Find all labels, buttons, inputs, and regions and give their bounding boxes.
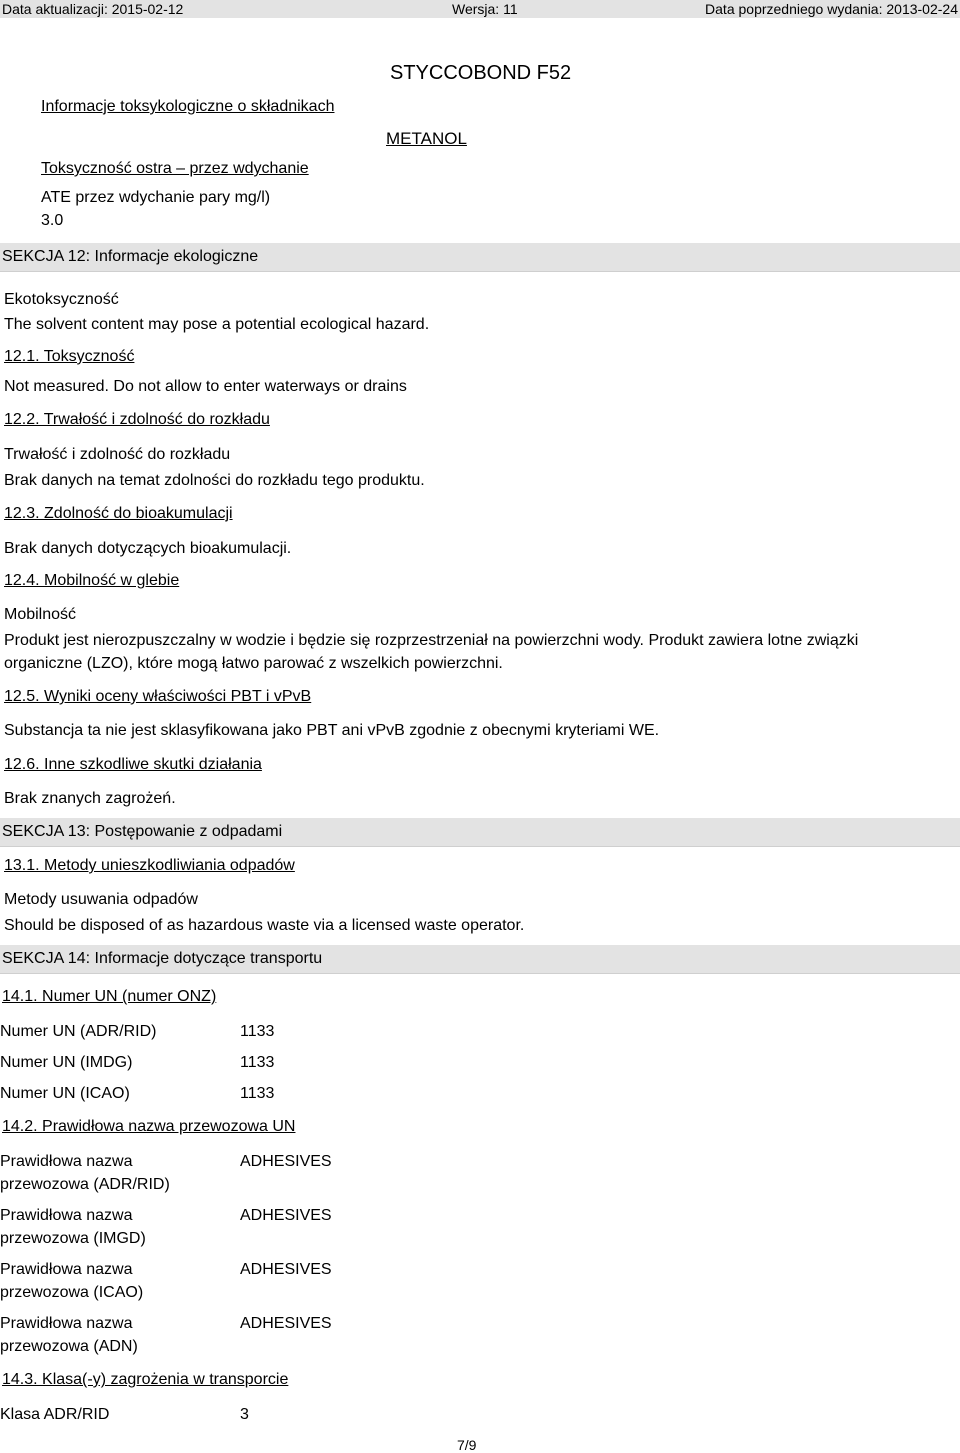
subsection-12-6: 12.6. Inne szkodliwe skutki działania xyxy=(4,756,262,773)
section-13-band xyxy=(0,818,960,847)
subsection-13-1-text: Should be disposed of as hazardous waste via a licensed waste operator. xyxy=(4,917,525,934)
subsection-12-1-text: Not measured. Do not allow to enter waterways or drains xyxy=(4,378,407,395)
transport-class-value: 3 xyxy=(240,1406,249,1423)
document-header-bar xyxy=(0,0,960,18)
update-date: Data aktualizacji: 2015-02-12 xyxy=(2,1,184,17)
subsection-12-6-text: Brak znanych zagrożeń. xyxy=(4,790,176,807)
shipping-row-label: przewozowa (IMGD) xyxy=(0,1230,146,1247)
subsection-12-5-text: Substancja ta nie jest sklasyfikowana jako PBT ani vPvB zgodnie z obecnymi kryteriami WE. xyxy=(4,722,660,739)
page-number: 7/9 xyxy=(457,1437,477,1453)
subsection-12-4: 12.4. Mobilność w glebie xyxy=(4,572,180,589)
subsection-14-1: 14.1. Numer UN (numer ONZ) xyxy=(2,988,217,1005)
tox-components-heading: Informacje toksykologiczne o składnikach xyxy=(41,98,335,115)
version: Wersja: 11 xyxy=(452,1,518,17)
subsection-12-3: 12.3. Zdolność do bioakumulacji xyxy=(4,505,233,522)
shipping-row-label: przewozowa (ADN) xyxy=(0,1338,138,1355)
subsection-12-4-text: Produkt jest nierozpuszczalny w wodzie i będzie się rozprzestrzeniał na powierzchni wody. Produkt zawiera lotne związki organiczne (LZO), które mogą łatwo parować z wszelkich powierzchni. xyxy=(4,632,859,672)
shipping-row-label: Prawidłowa nazwa xyxy=(0,1315,133,1332)
section-14-title: SEKCJA 14: Informacje dotyczące transportu xyxy=(2,950,323,967)
un-row-value: 1133 xyxy=(240,1054,275,1071)
section-13-title: SEKCJA 13: Postępowanie z odpadami xyxy=(2,823,283,840)
un-row-label: Numer UN (ADR/RID) xyxy=(0,1023,157,1040)
ecotox-heading: Ekotoksyczność xyxy=(4,291,119,308)
ecotox-text: The solvent content may pose a potential ecological hazard. xyxy=(4,316,430,333)
subsection-12-1: 12.1. Toksyczność xyxy=(4,348,135,365)
shipping-row-label: Prawidłowa nazwa xyxy=(0,1153,133,1170)
ate-value: 3.0 xyxy=(41,212,64,229)
shipping-row-label: Prawidłowa nazwa xyxy=(0,1261,133,1278)
subsection-13-1: 13.1. Metody unieszkodliwiania odpadów xyxy=(4,857,295,874)
transport-class-label: Klasa ADR/RID xyxy=(0,1406,110,1423)
subsection-12-2: 12.2. Trwałość i zdolność do rozkładu xyxy=(4,411,270,428)
shipping-row-label: Prawidłowa nazwa xyxy=(0,1207,133,1224)
shipping-row-label: przewozowa (ICAO) xyxy=(0,1284,144,1301)
section-12-title: SEKCJA 12: Informacje ekologiczne xyxy=(2,248,259,265)
product-name: STYCCOBOND F52 xyxy=(390,62,572,84)
section-14-band xyxy=(0,945,960,974)
shipping-row-value: ADHESIVES xyxy=(240,1207,332,1224)
un-row-value: 1133 xyxy=(240,1023,275,1040)
subsection-14-2: 14.2. Prawidłowa nazwa przewozowa UN xyxy=(2,1118,296,1135)
shipping-row-value: ADHESIVES xyxy=(240,1261,332,1278)
subsection-12-4-sub: Mobilność xyxy=(4,606,77,623)
subsection-12-3-text: Brak danych dotyczących bioakumulacji. xyxy=(4,540,292,557)
previous-edition-date: Data poprzedniego wydania: 2013-02-24 xyxy=(705,1,958,17)
un-row-value: 1133 xyxy=(240,1085,275,1102)
shipping-row-value: ADHESIVES xyxy=(240,1153,332,1170)
subsection-13-1-sub: Metody usuwania odpadów xyxy=(4,891,198,908)
subsection-12-2-text: Brak danych na temat zdolności do rozkładu tego produktu. xyxy=(4,472,425,489)
section-12-band xyxy=(0,243,960,272)
subsection-12-5: 12.5. Wyniki oceny właściwości PBT i vPvB xyxy=(4,688,312,705)
subsection-12-2-sub: Trwałość i zdolność do rozkładu xyxy=(4,446,231,463)
acute-inhalation-heading: Toksyczność ostra – przez wdychanie xyxy=(41,160,309,177)
un-row-label: Numer UN (ICAO) xyxy=(0,1085,130,1102)
shipping-row-label: przewozowa (ADR/RID) xyxy=(0,1176,170,1193)
un-row-label: Numer UN (IMDG) xyxy=(0,1054,133,1071)
ate-label: ATE przez wdychanie pary mg/l) xyxy=(41,189,271,206)
subsection-14-3: 14.3. Klasa(-y) zagrożenia w transporcie xyxy=(2,1371,289,1388)
shipping-row-value: ADHESIVES xyxy=(240,1315,332,1332)
substance-name: METANOL xyxy=(386,129,467,148)
